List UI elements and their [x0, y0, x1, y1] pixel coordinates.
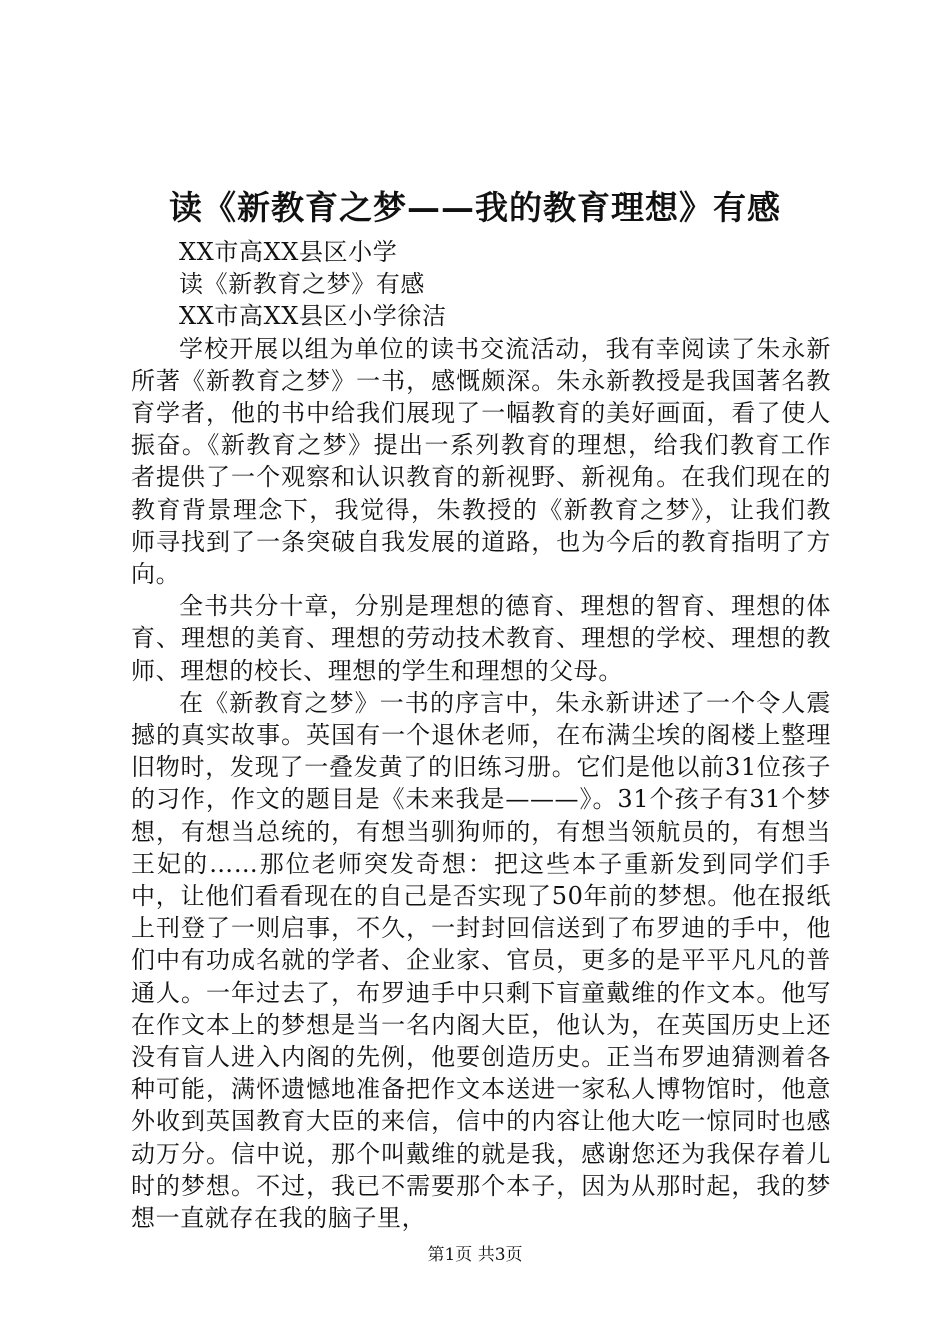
header-line-subtitle: 读《新教育之梦》有感	[179, 270, 425, 299]
document-title: 读《新教育之梦——我的教育理想》有感	[169, 188, 781, 227]
document-body	[131, 236, 831, 1234]
paragraph-intro: 学校开展以组为单位的读书交流活动，我有幸阅读了朱永新所著《新教育之梦》一书，感慨颇深。朱永新教授是我国著名教育学者，他的书中给我们展现了一幅教育的美好画面，看了使人振奋。《新教育之梦》提出一系列教育的理想，给我们教育工作者提供了一个观察和认识教育的新视野、新视角。在我们现在的教育背景理念下，我觉得，朱教授的《新教育之梦》，让我们教师寻找到了一条突破自我发展的道路，也为今后的教育指明了方向。	[131, 334, 831, 589]
header-line-author: XX市高XX县区小学徐洁	[179, 302, 447, 331]
header-line-school: XX市高XX县区小学	[179, 238, 398, 266]
paragraph-chapters: 全书共分十章，分别是理想的德育、理想的智育、理想的体育、理想的美育、理想的劳动技术教育、理想的学校、理想的教师、理想的校长、理想的学生和理想的父母。	[131, 592, 831, 685]
paragraph-story: 在《新教育之梦》一书的序言中，朱永新讲述了一个令人震撼的真实故事。英国有一个退休老师，在布满尘埃的阁楼上整理旧物时，发现了一叠发黄了的旧练习册。它们是他以前31位孩子的习作，作文的题目是《未来我是———》。31个孩子有31个梦想，有想当总统的，有想当驯狗师的，有想当领航员的，有想当王妃的……那位老师突发奇想：把这些本子重新发到同学们手中，让他们看看现在的自己是否实现了50年前的梦想。他在报纸上刊登了一则启事，不久，一封封回信送到了布罗迪的手中，他们中有功成名就的学者、企业家、官员，更多的是平平凡凡的普通人。一年过去了，布罗迪手中只剩下盲童戴维的作文本。他写在作文本上的梦想是当一名内阁大臣，他认为，在英国历史上还没有盲人进入内阁的先例，他要创造历史。正当布罗迪猜测着各种可能，满怀遗憾地准备把作文本送进一家私人博物馆时，他意外收到英国教育大臣的来信，信中的内容让他大吃一惊同时也感动万分。信中说，那个叫戴维的就是我，感谢您还为我保存着儿时的梦想。不过，我已不需要那个本子，因为从那时起，我的梦想一直就存在我的脑子里，	[131, 688, 831, 1233]
page-footer: 第1页 共3页	[427, 1245, 523, 1265]
